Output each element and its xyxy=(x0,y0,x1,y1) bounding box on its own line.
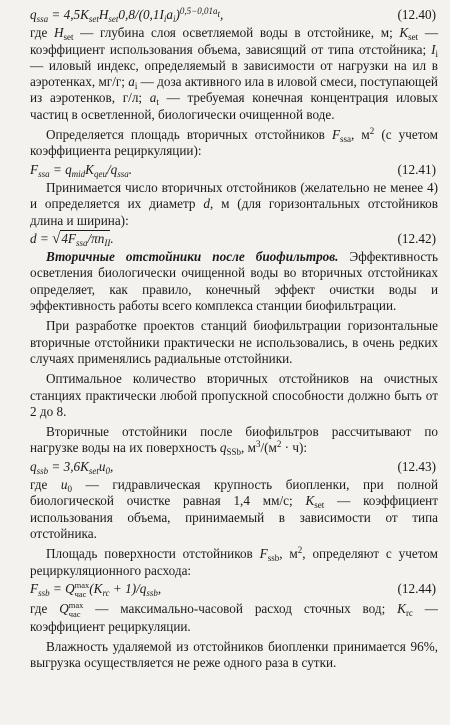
paragraph-design: При разработке проектов станций биофильтрации горизонтальные вторичные отстойники практически не использовались, в очень редких случаях применялись радиальные отстойники. xyxy=(30,318,438,366)
section-heading: Вторичные отстойники после биофильтров. xyxy=(46,249,339,265)
equation-12-41-formula: $F_{ssa} = q_{mid}K_{qeu}/q_{ssa}$. xyxy=(30,161,133,179)
paragraph-area: Определяется площадь вторичных отстойников $F_{ssa}$, $м^2$ (с учетом коэффициента рециркуляции): xyxy=(30,126,438,159)
equation-12-44 xyxy=(30,581,438,599)
paragraph-optimal-count: Оптимальное количество вторичных отстойников на очистных станциях практически любой пропускной способности должно быть от 2 до 8. xyxy=(30,371,438,419)
paragraph-definitions-12-43: где $u_0$ — гидравлическая крупность биопленки, при полной биологической очистке равная 1,4 мм/с; $K_{set}$ — коэффициент использования объема, принимаемый в зависимости от типа отстойника. xyxy=(30,477,438,541)
equation-12-44-formula: $F_{ssb} = Qmax$ час $(K_{rc} + 1)/q_{ssb}$, xyxy=(30,579,162,599)
equation-12-42-formula: $d = √4F_{ssa}/\pi n_{II}$. xyxy=(30,230,114,248)
paragraph-load: Вторичные отстойники после биофильтров рассчитывают по нагрузке воды на их поверхность $q_{SSb}$, $м^3/(м^2 \cdot ч)$: xyxy=(30,424,438,458)
paragraph-moisture: Влажность удаляемой из отстойников биопленки принимается 96%, выгрузка осуществляется не реже одного раза в сутки. xyxy=(30,639,438,671)
equation-12-41 xyxy=(30,162,438,178)
equation-number: (12.40) xyxy=(397,7,436,22)
equation-number: (12.42) xyxy=(397,230,436,246)
equation-12-43-formula: $q_{ssb} = 3,6K_{set}u_0$, xyxy=(30,458,114,476)
equation-12-40 xyxy=(30,7,438,23)
paragraph-definitions-12-40: где $H_{set}$ — глубина слоя осветляемой воды в отстойнике, м; $K_{set}$ — коэффициент использования объема, зависящий от типа отстойника; $I_i$ — иловый индекс, определяемый в зависимости от нагрузки на ил в аэротенках, мг/г; $a_i$ — доза активного ила в иловой смеси, поступающей из аэротенков, г/л; $a_t$ — требуемая конечная концентрация иловых частиц в осветленной, биологически очищенной воде. xyxy=(30,25,439,122)
equation-number: (12.41) xyxy=(397,161,436,177)
paragraph-definitions-12-44: где Qmax час — максимально-часовой расход сточных вод; $K_{rc}$ — коэффициент рециркуляции. xyxy=(30,599,438,634)
paragraph-biofilter-clarifiers: Вторичные отстойники после биофильтров. Эффективность осветления биологически очищенной воды во вторичных отстойниках определяет, как правило, конечный эффект очистки воды и эффективность работы всего комплекса станции биофильтрации. xyxy=(30,249,438,314)
paragraph-count: Принимается число вторичных отстойников (желательно не менее 4) и определяется их диаметр d, м (для горизонтальных отстойников длина и ширина): xyxy=(30,179,438,228)
paragraph-surface-area: Площадь поверхности отстойников $F_{ssb}$, $м^2$, определяют с учетом рециркуляционного расхода: xyxy=(30,545,438,578)
equation-12-42 xyxy=(30,231,438,247)
equation-number: (12.44) xyxy=(397,580,436,596)
equation-12-40-formula: $q_{ssa} = 4,5K_{set}H_{set}0,8/(0,1I_ia_i)^{0,5-0,01a_t}$, xyxy=(30,6,224,24)
equation-12-43 xyxy=(30,459,438,475)
equation-number: (12.43) xyxy=(397,458,436,474)
